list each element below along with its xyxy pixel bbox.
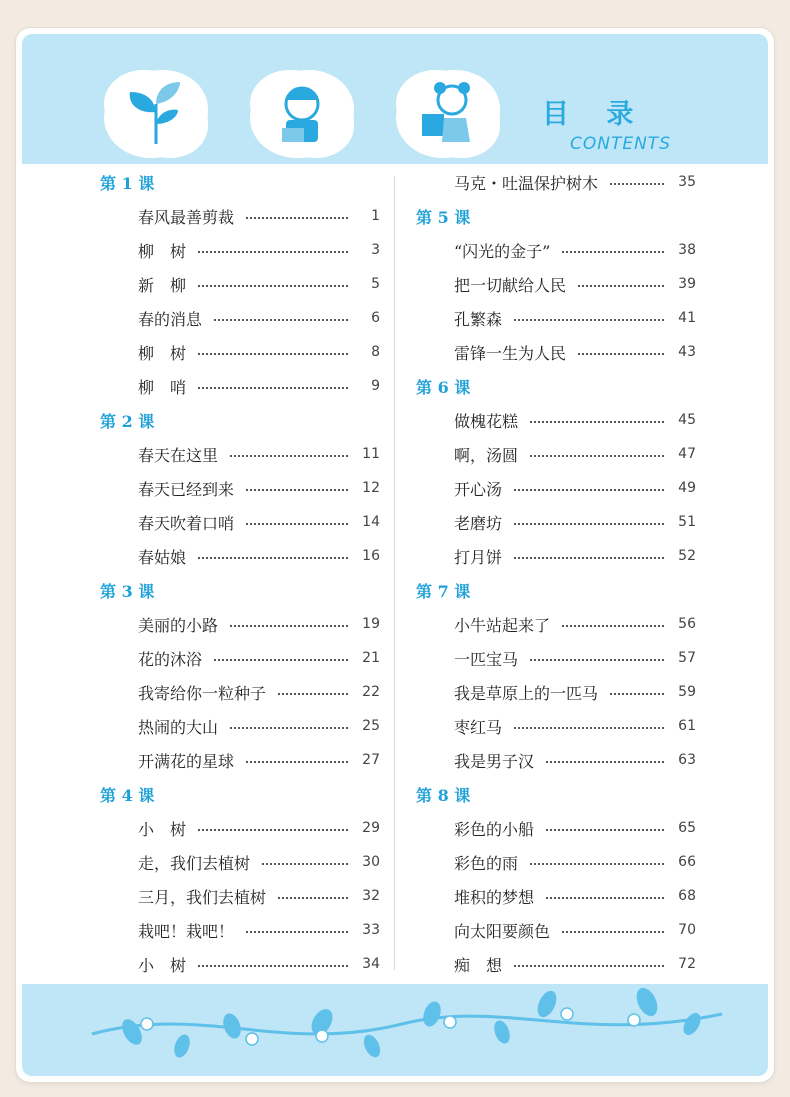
entry-title: 小 树 (138, 955, 187, 975)
leader-dots (514, 965, 664, 967)
entry-title: 马克・吐温保护树木 (454, 173, 599, 193)
section-heading: 第 8 课 (416, 785, 471, 805)
toc-entry (100, 199, 380, 233)
entry-title: 孔繁森 (454, 309, 503, 329)
entry-title: 我是男子汉 (454, 751, 535, 771)
page-number: 6 (371, 310, 380, 326)
page-number: 32 (362, 888, 380, 904)
right-column (416, 165, 696, 981)
entry-title: 彩色的小船 (454, 819, 535, 839)
page-number: 22 (362, 684, 380, 700)
toc-entry (100, 369, 380, 403)
leader-dots (246, 489, 348, 491)
leader-dots (514, 523, 664, 525)
entry-title: 痴 想 (454, 955, 503, 975)
leader-dots (230, 727, 348, 729)
toc-entry (100, 267, 380, 301)
leader-dots (246, 761, 348, 763)
entry-title: 花的沐浴 (138, 649, 203, 669)
entry-title: 开满花的星球 (138, 751, 235, 771)
leader-dots (198, 251, 348, 253)
leader-dots (530, 863, 664, 865)
section-heading: 第 7 课 (416, 581, 471, 601)
toc-entry (100, 709, 380, 743)
leader-dots (530, 421, 664, 423)
leader-dots (198, 829, 348, 831)
page-number: 25 (362, 718, 380, 734)
leader-dots (610, 693, 664, 695)
contents-card (16, 28, 774, 1082)
toc-entry (416, 811, 696, 845)
entry-title: 开心汤 (454, 479, 503, 499)
page-number: 38 (678, 242, 696, 258)
leader-dots (246, 931, 348, 933)
toc-entry (416, 845, 696, 879)
toc-entry (100, 947, 380, 981)
page-number: 27 (362, 752, 380, 768)
entry-title: 向太阳要颜色 (454, 921, 551, 941)
page-number: 9 (371, 378, 380, 394)
entry-title: 我寄给你一粒种子 (138, 683, 267, 703)
page-number: 19 (362, 616, 380, 632)
page-subtitle: CONTENTS (570, 134, 671, 154)
leader-dots (514, 557, 664, 559)
entry-title: 热闹的大山 (138, 717, 219, 737)
entry-title: 新 柳 (138, 275, 187, 295)
page-number: 72 (678, 956, 696, 972)
page-number: 12 (362, 480, 380, 496)
entry-title: 我是草原上的一匹马 (454, 683, 599, 703)
page-number: 35 (678, 174, 696, 190)
entry-title: 把一切献给人民 (454, 275, 567, 295)
leader-dots (514, 319, 664, 321)
page-number: 59 (678, 684, 696, 700)
leader-dots (246, 523, 348, 525)
section-heading: 第 1 课 (100, 173, 155, 193)
leader-dots (562, 931, 664, 933)
leader-dots (214, 659, 348, 661)
page-number: 16 (362, 548, 380, 564)
leader-dots (546, 897, 664, 899)
leader-dots (198, 387, 348, 389)
page-number: 49 (678, 480, 696, 496)
boy-reading-icon (256, 74, 348, 154)
entry-title: 雷锋一生为人民 (454, 343, 567, 363)
toc-entry (100, 811, 380, 845)
leader-dots (198, 557, 348, 559)
toc-entry (416, 437, 696, 471)
entry-title: 一匹宝马 (454, 649, 519, 669)
entry-title: 堆积的梦想 (454, 887, 535, 907)
page-number: 43 (678, 344, 696, 360)
entry-title: 三月，我们去植树 (138, 887, 267, 907)
toc-entry (416, 539, 696, 573)
leader-dots (230, 455, 348, 457)
entry-title: “闪光的金子” (454, 241, 551, 261)
toc-entry (416, 641, 696, 675)
page-number: 33 (362, 922, 380, 938)
entry-title: 春天已经到来 (138, 479, 235, 499)
entry-title: 春天吹着口哨 (138, 513, 235, 533)
page-number: 63 (678, 752, 696, 768)
leader-dots (214, 319, 348, 321)
leader-dots (514, 727, 664, 729)
toc-entry (416, 267, 696, 301)
entry-title: 柳 树 (138, 241, 187, 261)
page-number: 61 (678, 718, 696, 734)
entry-title: 打月饼 (454, 547, 503, 567)
leader-dots (514, 489, 664, 491)
page-number: 39 (678, 276, 696, 292)
leader-dots (578, 285, 664, 287)
toc-entry (416, 913, 696, 947)
toc-entry (100, 335, 380, 369)
leader-dots (578, 353, 664, 355)
entry-title: 枣红马 (454, 717, 503, 737)
page-number: 29 (362, 820, 380, 836)
section-heading: 第 4 课 (100, 785, 155, 805)
page-number: 68 (678, 888, 696, 904)
page-title: 目 录 (542, 99, 648, 130)
toc-entry (100, 607, 380, 641)
leader-dots (562, 625, 664, 627)
toc-entry (416, 505, 696, 539)
toc-entry (416, 335, 696, 369)
toc-entry (416, 709, 696, 743)
girl-computer-icon (402, 74, 494, 154)
entry-title: 彩色的雨 (454, 853, 519, 873)
entry-title: 栽吧！栽吧！ (138, 921, 235, 941)
leader-dots (198, 353, 348, 355)
leader-dots (546, 829, 664, 831)
page-number: 57 (678, 650, 696, 666)
page-number: 51 (678, 514, 696, 530)
entry-title: 小牛站起来了 (454, 615, 551, 635)
toc-entry (100, 879, 380, 913)
leader-dots (246, 217, 348, 219)
leader-dots (230, 625, 348, 627)
page-number: 1 (371, 208, 380, 224)
page-number: 11 (362, 446, 380, 462)
sprout-icon (110, 74, 202, 154)
entry-title: 柳 哨 (138, 377, 187, 397)
leader-dots (530, 659, 664, 661)
leader-dots (562, 251, 664, 253)
entry-title: 老磨坊 (454, 513, 503, 533)
page-number: 30 (362, 854, 380, 870)
toc-entry (416, 607, 696, 641)
entry-title: 春风最善剪裁 (138, 207, 235, 227)
page-number: 56 (678, 616, 696, 632)
entry-title: 春天在这里 (138, 445, 219, 465)
entry-title: 做槐花糕 (454, 411, 519, 431)
toc-entry (100, 539, 380, 573)
page-number: 21 (362, 650, 380, 666)
section-heading: 第 5 课 (416, 207, 471, 227)
toc-entry (416, 879, 696, 913)
leader-dots (530, 455, 664, 457)
toc-entry (416, 403, 696, 437)
leader-dots (262, 863, 348, 865)
leader-dots (198, 285, 348, 287)
vine-decoration-icon (22, 984, 768, 1076)
toc-entry (100, 913, 380, 947)
footer-banner (22, 984, 768, 1076)
leader-dots (546, 761, 664, 763)
section-heading: 第 3 课 (100, 581, 155, 601)
page-number: 41 (678, 310, 696, 326)
left-column (100, 165, 380, 981)
entry-title: 啊，汤圆 (454, 445, 519, 465)
toc-entry (100, 675, 380, 709)
page-number: 66 (678, 854, 696, 870)
leader-dots (198, 965, 348, 967)
page-number: 34 (362, 956, 380, 972)
page-number: 47 (678, 446, 696, 462)
toc-entry (416, 675, 696, 709)
page-number: 14 (362, 514, 380, 530)
leader-dots (278, 693, 348, 695)
column-divider (394, 176, 395, 970)
toc-entry (100, 437, 380, 471)
section-heading: 第 2 课 (100, 411, 155, 431)
leader-dots (278, 897, 348, 899)
toc-entry (416, 233, 696, 267)
toc-entry (100, 641, 380, 675)
leader-dots (610, 183, 664, 185)
page-number: 8 (371, 344, 380, 360)
toc-entry (416, 947, 696, 981)
toc-entry (100, 743, 380, 777)
entry-title: 春姑娘 (138, 547, 187, 567)
toc-entry (416, 165, 696, 199)
entry-title: 美丽的小路 (138, 615, 219, 635)
toc-entry (100, 505, 380, 539)
toc-entry (416, 471, 696, 505)
entry-title: 走，我们去植树 (138, 853, 251, 873)
header-banner (22, 34, 768, 164)
page-number: 5 (371, 276, 380, 292)
section-heading: 第 6 课 (416, 377, 471, 397)
toc-entry (416, 743, 696, 777)
entry-title: 柳 树 (138, 343, 187, 363)
entry-title: 小 树 (138, 819, 187, 839)
page-number: 45 (678, 412, 696, 428)
entry-title: 春的消息 (138, 309, 203, 329)
toc-entry (416, 301, 696, 335)
toc-entry (100, 471, 380, 505)
toc-entry (100, 233, 380, 267)
page-number: 52 (678, 548, 696, 564)
toc-entry (100, 301, 380, 335)
toc-entry (100, 845, 380, 879)
page-number: 65 (678, 820, 696, 836)
page-number: 70 (678, 922, 696, 938)
page-number: 3 (371, 242, 380, 258)
